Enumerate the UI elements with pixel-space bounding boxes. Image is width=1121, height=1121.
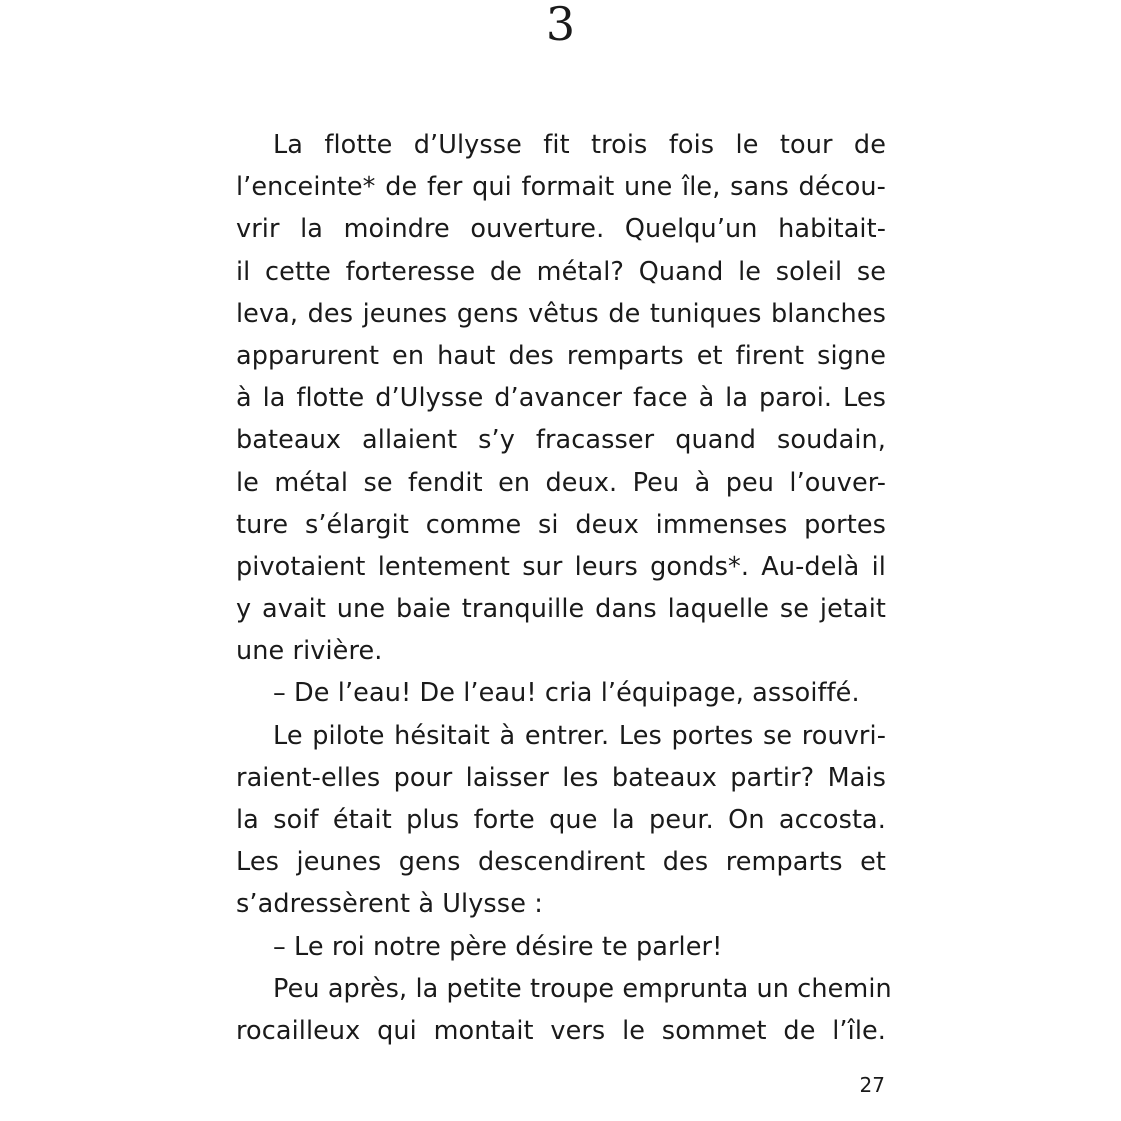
page-number: 27 (859, 1073, 885, 1097)
text-line: pivotaient lentement sur leurs gonds*. Au-delà il (236, 551, 886, 582)
body-text (236, 124, 892, 1052)
text-line: La flotte d’Ulysse fit trois fois le tour de (273, 130, 886, 160)
text-line: l’enceinte* de fer qui formait une île, sans décou- (236, 172, 886, 203)
text-line: Les jeunes gens descendirent des remparts et (236, 847, 886, 878)
text-line: – De l’eau! De l’eau! cria l’équipage, assoiffé. (273, 678, 860, 709)
text-line: le métal se fendit en deux. Peu à peu l’ouver- (236, 467, 886, 498)
text-line: il cette forteresse de métal? Quand le soleil se (236, 256, 886, 287)
text-line: raient-elles pour laisser les bateaux partir? Mais (236, 762, 886, 793)
text-line: vrir la moindre ouverture. Quelqu’un habitait- (236, 214, 886, 245)
text-line: Peu après, la petite troupe emprunta un chemin (273, 973, 892, 1004)
text-line: une rivière. (236, 636, 383, 667)
text-line: s’adressèrent à Ulysse : (236, 889, 543, 920)
text-line: Le pilote hésitait à entrer. Les portes se rouvri- (273, 720, 886, 751)
text-line: – Le roi notre père désire te parler! (273, 931, 723, 962)
text-line: ture s’élargit comme si deux immenses portes (236, 509, 886, 540)
text-line: rocailleux qui montait vers le sommet de l’île. (236, 1015, 886, 1046)
text-line: à la flotte d’Ulysse d’avancer face à la paroi. Les (236, 383, 886, 414)
text-line: y avait une baie tranquille dans laquelle se jetait (236, 594, 886, 625)
chapter-number: 3 (545, 0, 576, 51)
text-line: apparurent en haut des remparts et firent signe (236, 340, 886, 371)
text-line: bateaux allaient s’y fracasser quand soudain, (236, 425, 886, 456)
text-line: la soif était plus forte que la peur. On accosta. (236, 805, 886, 835)
text-line: leva, des jeunes gens vêtus de tuniques blanches (236, 298, 886, 329)
